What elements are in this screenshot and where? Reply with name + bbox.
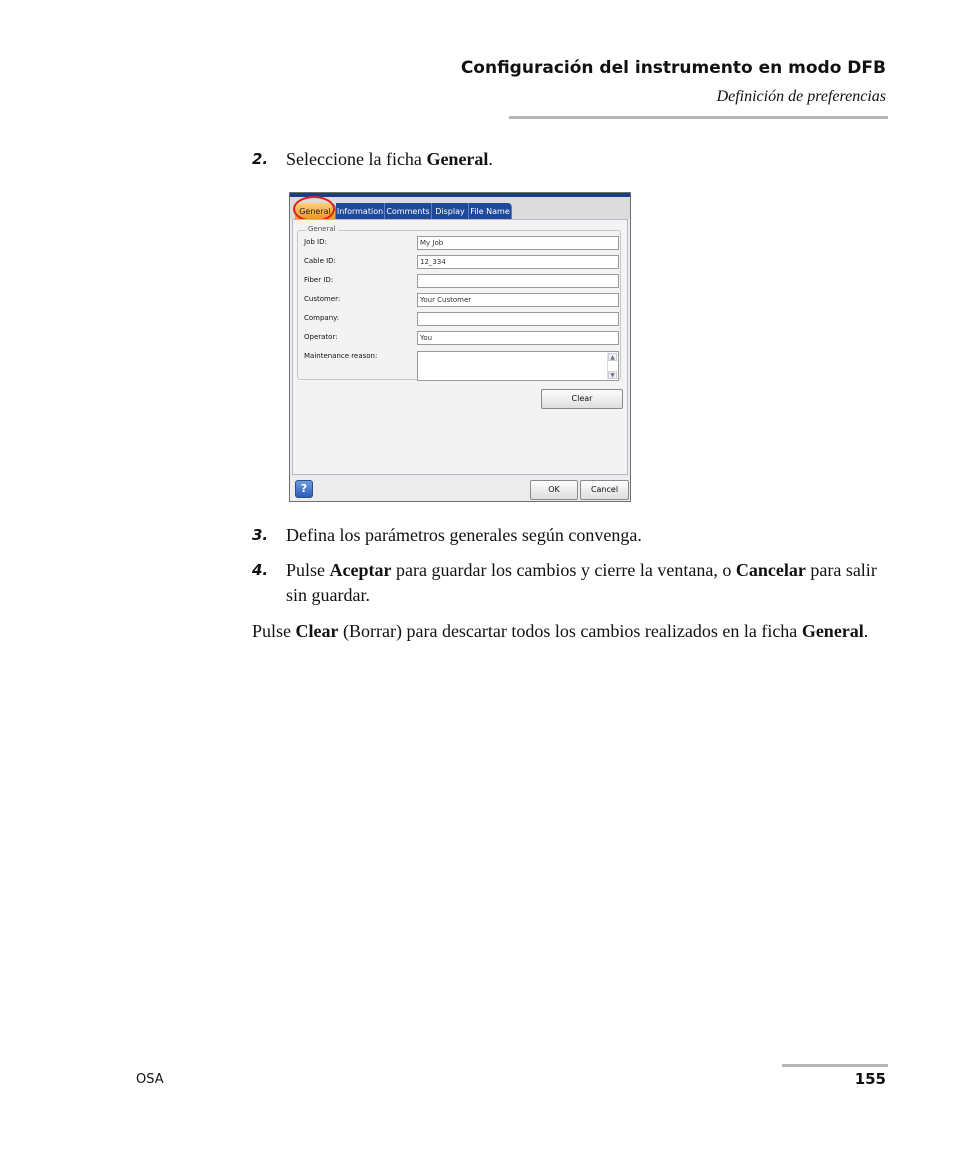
text-run: Defina los parámetros generales según convenga.	[286, 525, 642, 545]
tab-file-name[interactable]: File Name	[469, 203, 512, 220]
step-number: 3.	[252, 526, 269, 544]
step-number: 4.	[252, 561, 269, 579]
text-run: Seleccione la ficha	[286, 149, 427, 169]
bold-term: Clear	[295, 621, 339, 641]
operator-label: Operator:	[304, 333, 338, 341]
footer-rule	[782, 1064, 888, 1067]
customer-label: Customer:	[304, 295, 341, 303]
memo-scrollbar[interactable]	[607, 353, 617, 379]
text-run: Pulse	[286, 560, 330, 580]
step-2	[252, 147, 886, 172]
fiber-id-label: Fiber ID:	[304, 276, 334, 284]
text-run: para salir sin guardar.	[286, 560, 877, 605]
company-label: Company:	[304, 314, 340, 322]
cable-id-input[interactable]: 12_334	[417, 255, 619, 269]
tab-display[interactable]: Display	[432, 203, 469, 220]
chapter-title: Configuración del instrumento en modo DFB	[460, 58, 886, 78]
customer-input[interactable]: Your Customer	[417, 293, 619, 307]
text-run: Pulse	[252, 621, 296, 641]
job-id-input[interactable]: My Job	[417, 236, 619, 250]
step-text	[286, 147, 886, 172]
text-run: .	[488, 149, 493, 169]
bold-term: General	[426, 149, 489, 169]
clear-button[interactable]: Clear	[541, 389, 623, 409]
page-number: 155	[854, 1070, 886, 1088]
fiber-id-input[interactable]	[417, 274, 619, 288]
company-input[interactable]	[417, 312, 619, 326]
footer-product: OSA	[136, 1072, 164, 1087]
text-run: para guardar los cambios y cierre la ventana, o	[391, 560, 736, 580]
step-text	[286, 523, 886, 548]
help-icon[interactable]: ?	[295, 480, 313, 498]
general-panel	[292, 219, 628, 475]
maintenance-reason-label: Maintenance reason:	[304, 352, 378, 360]
text-run: (Borrar) para descartar todos los cambios realizados en la ficha	[338, 621, 802, 641]
bold-term: Cancelar	[735, 560, 806, 580]
scroll-up-icon[interactable]: ▲	[608, 353, 617, 361]
cable-id-label: Cable ID:	[304, 257, 336, 265]
bold-term: General	[801, 621, 864, 641]
bold-term: Aceptar	[329, 560, 392, 580]
header-rule	[509, 116, 888, 119]
note-paragraph	[252, 619, 872, 644]
step-3	[252, 523, 886, 548]
section-subtitle: Definición de preferencias	[716, 88, 886, 105]
ok-button[interactable]: OK	[530, 480, 578, 500]
step-4	[252, 558, 886, 608]
tab-information[interactable]: Information	[336, 203, 385, 220]
scroll-down-icon[interactable]: ▼	[608, 371, 617, 379]
tab-comments[interactable]: Comments	[385, 203, 432, 220]
maintenance-reason-input[interactable]	[417, 351, 619, 381]
operator-input[interactable]: You	[417, 331, 619, 345]
step-text	[286, 558, 886, 608]
step-number: 2.	[252, 150, 269, 168]
job-id-label: Job ID:	[304, 238, 327, 246]
text-run: .	[863, 621, 869, 641]
general-group	[297, 225, 621, 380]
tab-bar	[290, 197, 630, 219]
tab-general[interactable]: General	[295, 203, 336, 220]
group-title: General	[308, 225, 336, 233]
cancel-button[interactable]: Cancel	[580, 480, 629, 500]
preferences-dialog	[289, 192, 631, 502]
